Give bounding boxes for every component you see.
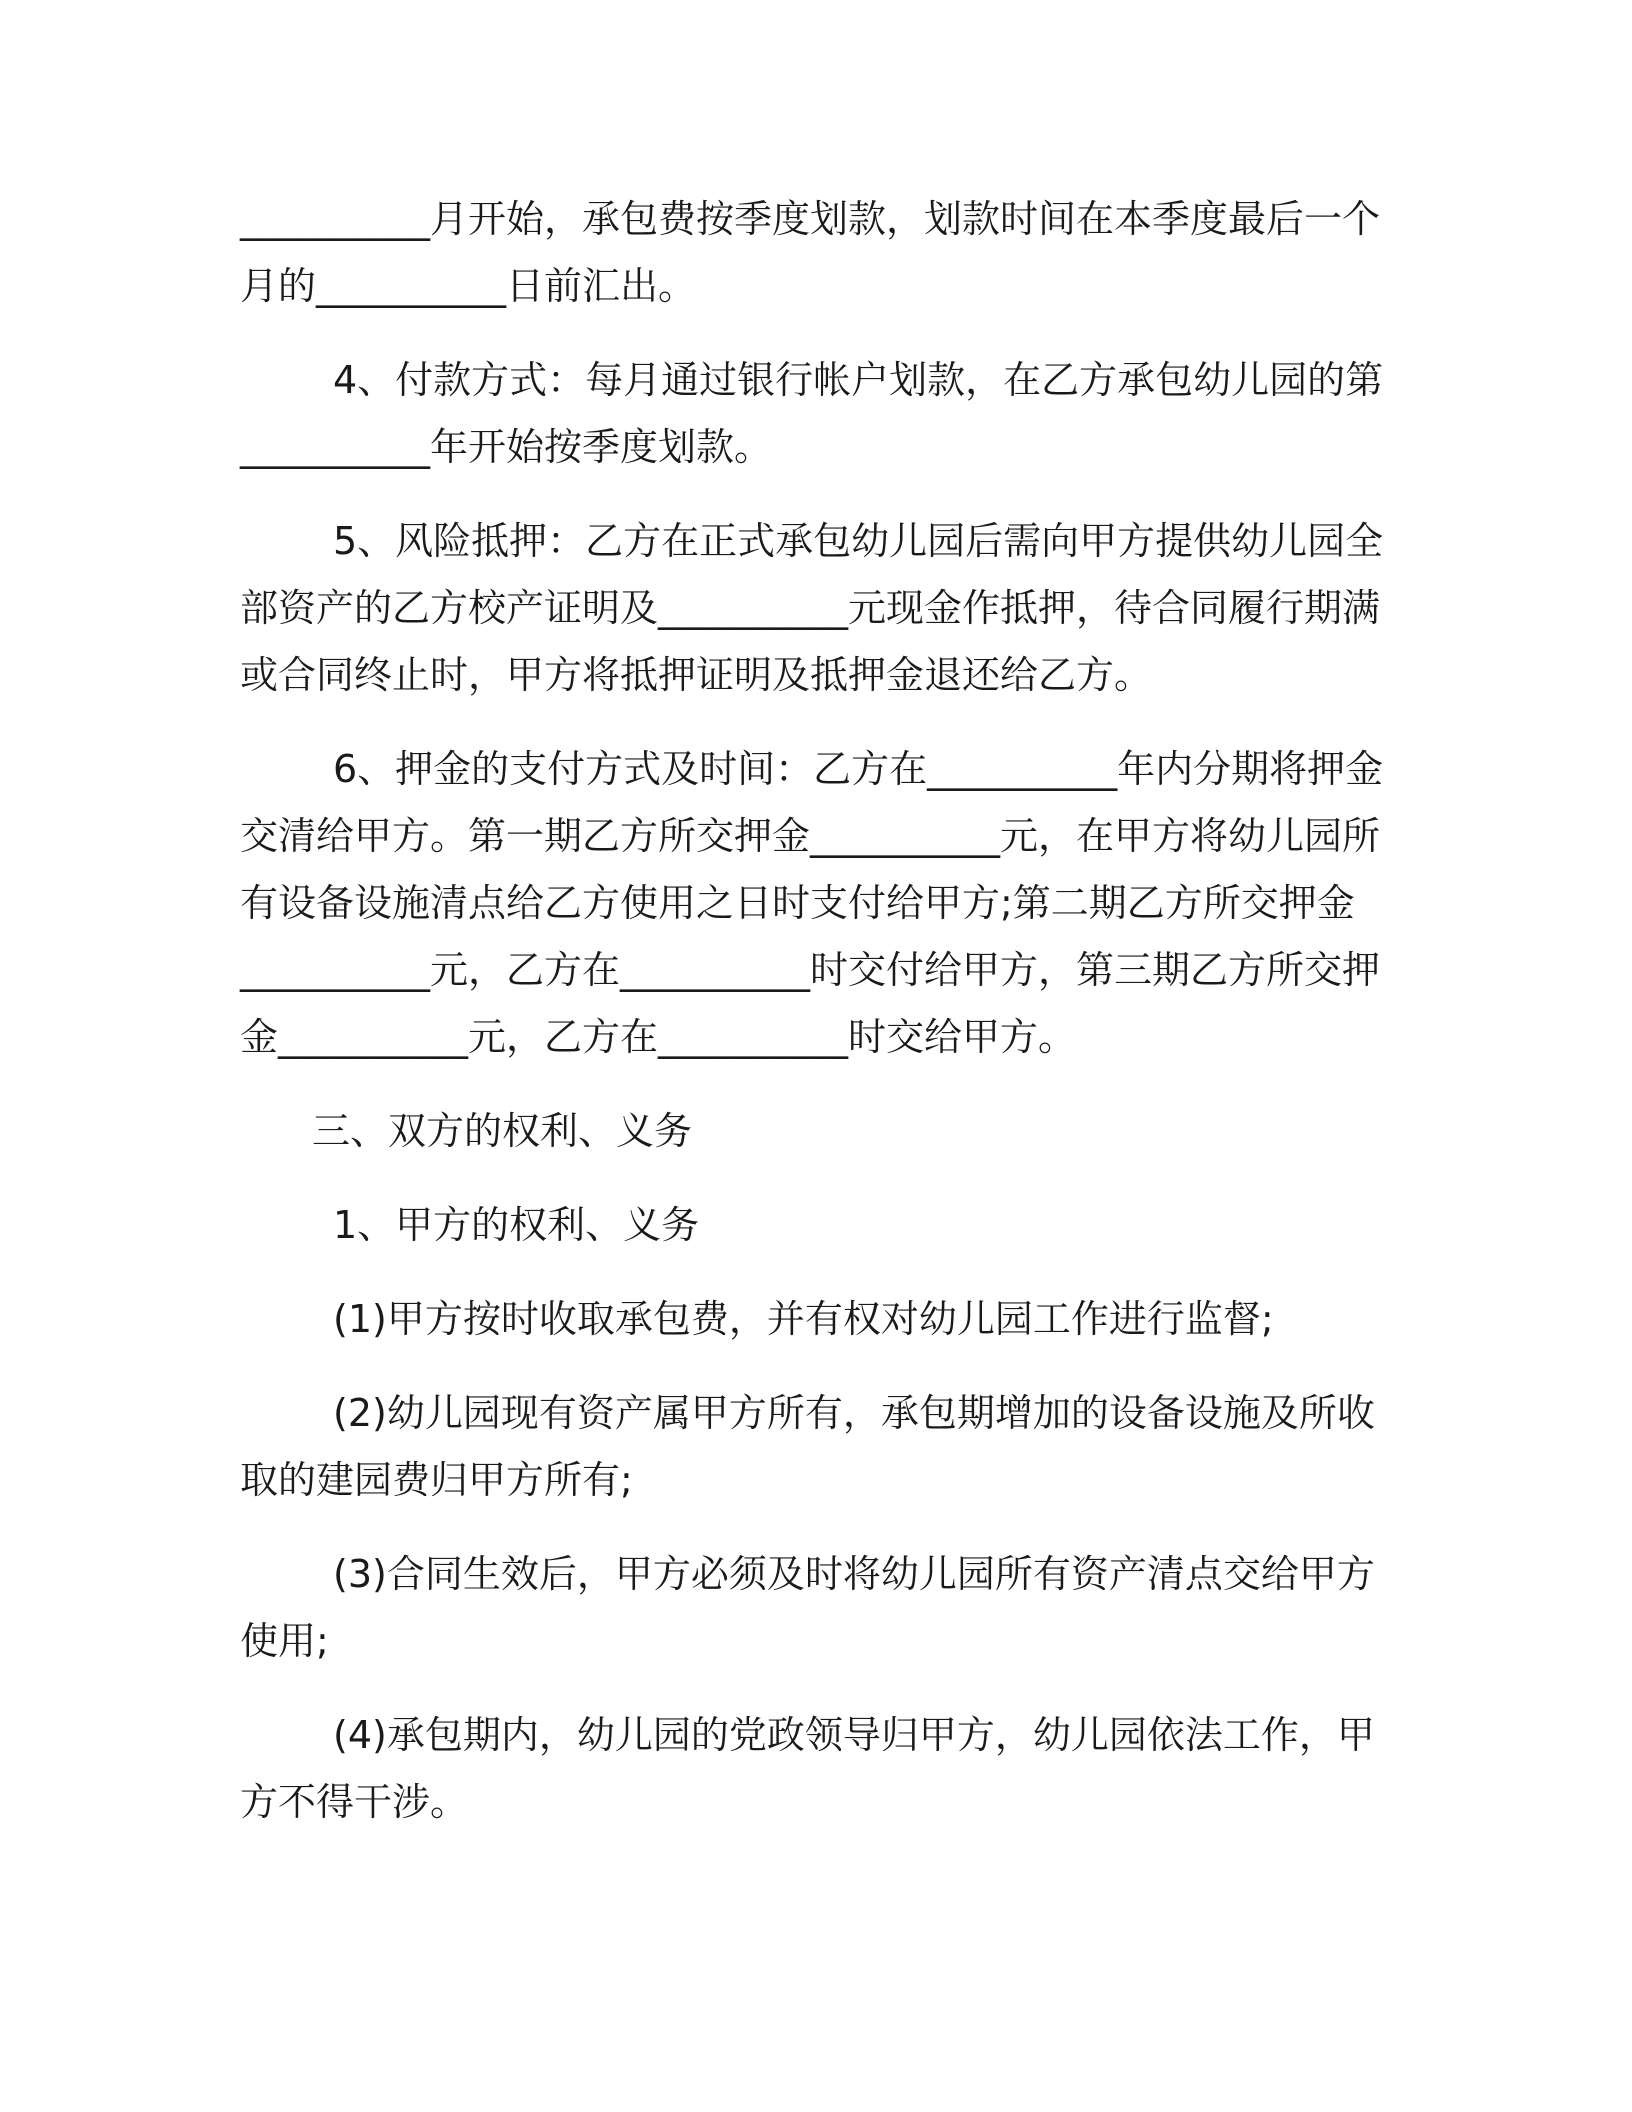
text-line: __________年开始按季度划款。: [240, 425, 773, 469]
text-line: 金__________元，乙方在__________时交给甲方。: [240, 1015, 1077, 1059]
paragraph-item-3: [240, 1541, 1375, 1675]
heading-line: 1、甲方的权利、义务: [333, 1203, 700, 1247]
text-line: __________月开始，承包费按季度划款，划款时间在本季度最后一个: [240, 197, 1381, 241]
text-line: 或合同终止时，甲方将抵押证明及抵押金退还给乙方。: [240, 653, 1153, 697]
heading-line: 三、双方的权利、义务: [312, 1109, 693, 1153]
paragraph-payment-schedule: [240, 186, 1381, 320]
paragraph-item-1: [240, 1286, 1362, 1353]
paragraph-item-2: [240, 1380, 1375, 1514]
text-line: 取的建园费归甲方所有;: [240, 1458, 633, 1502]
text-line: 6、押金的支付方式及时间：乙方在__________年内分期将押金: [333, 747, 1384, 791]
text-line: 月的__________日前汇出。: [240, 264, 697, 308]
text-line: 交清给甲方。第一期乙方所交押金__________元，在甲方将幼儿园所: [240, 814, 1381, 858]
text-line: 使用;: [240, 1619, 329, 1663]
paragraph-clause-6: [240, 736, 1384, 1071]
text-line: 方不得干涉。: [240, 1780, 469, 1824]
text-line: 有设备设施清点给乙方使用之日时支付给甲方;第二期乙方所交押金: [240, 881, 1355, 925]
document-body: [240, 186, 1384, 1863]
paragraph-item-4: [240, 1702, 1375, 1836]
subheading-party-a: [240, 1192, 1362, 1259]
text-line: 5、风险抵押：乙方在正式承包幼儿园后需向甲方提供幼儿园全: [333, 519, 1384, 563]
section-heading-rights-obligations: [240, 1098, 1362, 1165]
text-line: 4、付款方式：每月通过银行帐户划款，在乙方承包幼儿园的第: [333, 358, 1384, 402]
text-line: (1)甲方按时收取承包费，并有权对幼儿园工作进行监督;: [333, 1297, 1274, 1341]
text-line: (3)合同生效后，甲方必须及时将幼儿园所有资产清点交给甲方: [333, 1552, 1375, 1596]
text-line: __________元，乙方在__________时交付给甲方，第三期乙方所交押: [240, 948, 1381, 992]
text-line: (4)承包期内，幼儿园的党政领导归甲方，幼儿园依法工作，甲: [333, 1713, 1375, 1757]
text-line: 部资产的乙方校产证明及__________元现金作抵押，待合同履行期满: [240, 586, 1381, 630]
paragraph-clause-5: [240, 508, 1384, 709]
text-line: (2)幼儿园现有资产属甲方所有，承包期增加的设备设施及所收: [333, 1391, 1375, 1435]
paragraph-clause-4: [240, 347, 1384, 481]
